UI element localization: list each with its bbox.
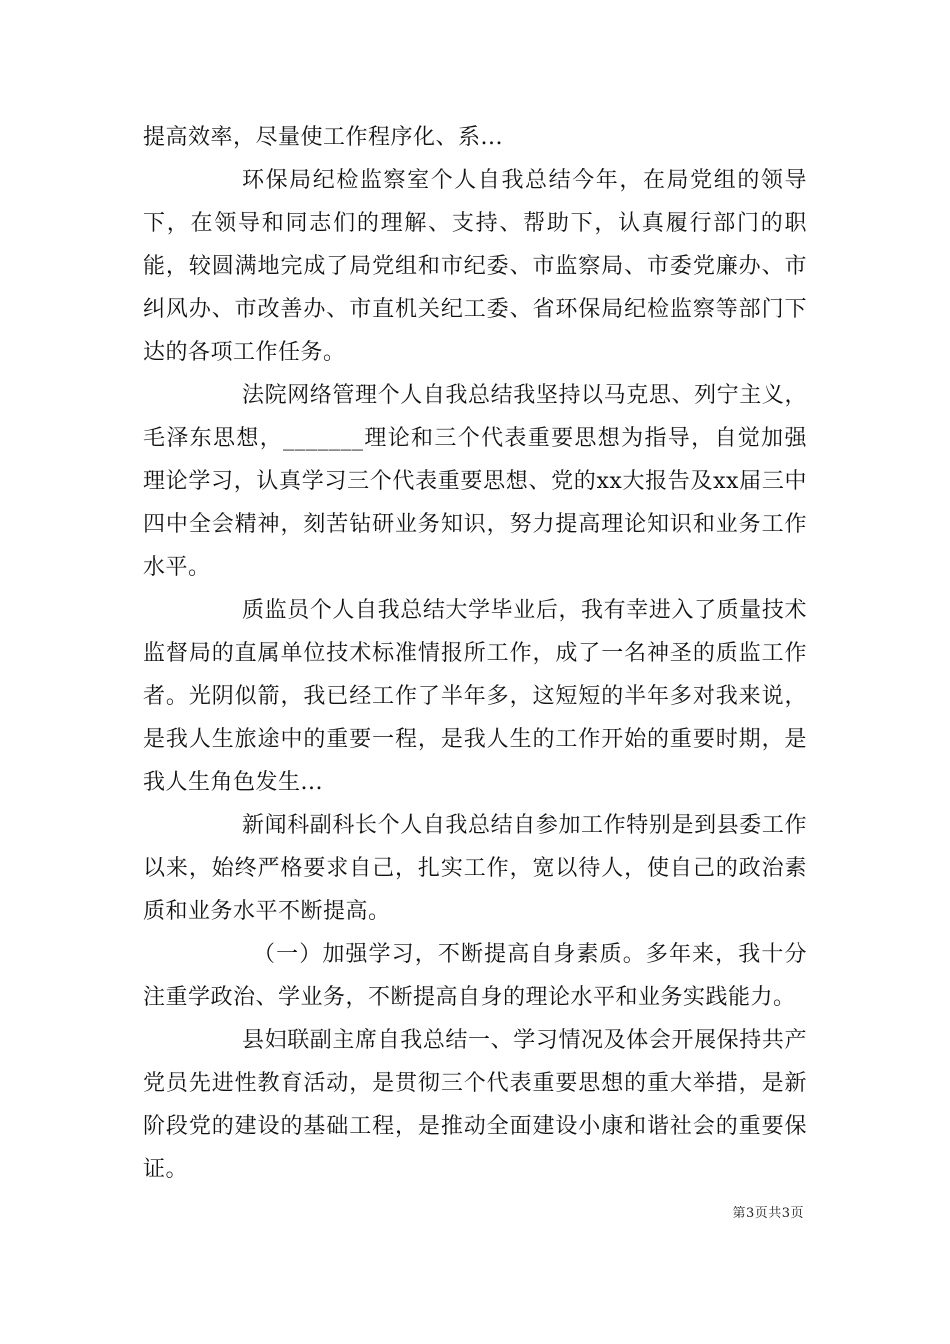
paragraph-news-section: 新闻科副科长个人自我总结自参加工作特别是到县委工作以来，始终严格要求自己，扎实工作，宽以待人，使自己的政治素质和业务水平不断提高。 — [143, 813, 807, 924]
page-number-footer: 第3页共3页 — [732, 1206, 804, 1221]
paragraph-court-network: 法院网络管理个人自我总结我坚持以马克思、列宁主义，毛泽东思想，_______理论和三个代表重要思想为指导，自觉加强理论学习，认真学习三个代表重要思想、党的xx大报告及xx届三中四中全会精神，刻苦钻研业务知识，努力提高理论知识和业务工作水平。 — [143, 383, 807, 580]
paragraph-environment-bureau: 环保局纪检监察室个人自我总结今年，在局党组的领导下，在领导和同志们的理解、支持、帮助下，认真履行部门的职能，较圆满地完成了局党组和市纪委、市监察局、市委党廉办、市纠风办、市改善办、市直机关纪工委、省环保局纪检监察等部门下达的各项工作任务。 — [143, 168, 807, 365]
paragraph-continuation: 提高效率，尽量使工作程序化、系... — [143, 125, 503, 150]
paragraph-quality-inspector: 质监员个人自我总结大学毕业后，我有幸进入了质量技术监督局的直属单位技术标准情报所工作，成了一名神圣的质监工作者。光阴似箭，我已经工作了半年多，这短短的半年多对我来说，是我人生旅途中的重要一程，是我人生的工作开始的重要时期，是我人生角色发生... — [143, 598, 807, 795]
document-body — [143, 116, 807, 1191]
paragraph-study-subpoint: （一）加强学习，不断提高自身素质。多年来，我十分注重学政治、学业务，不断提高自身的理论水平和业务实践能力。 — [143, 942, 807, 1010]
paragraph-womens-federation: 县妇联副主席自我总结一、学习情况及体会开展保持共产党员先进性教育活动，是贯彻三个代表重要思想的重大举措，是新阶段党的建设的基础工程，是推动全面建设小康和谐社会的重要保证。 — [143, 1028, 807, 1182]
